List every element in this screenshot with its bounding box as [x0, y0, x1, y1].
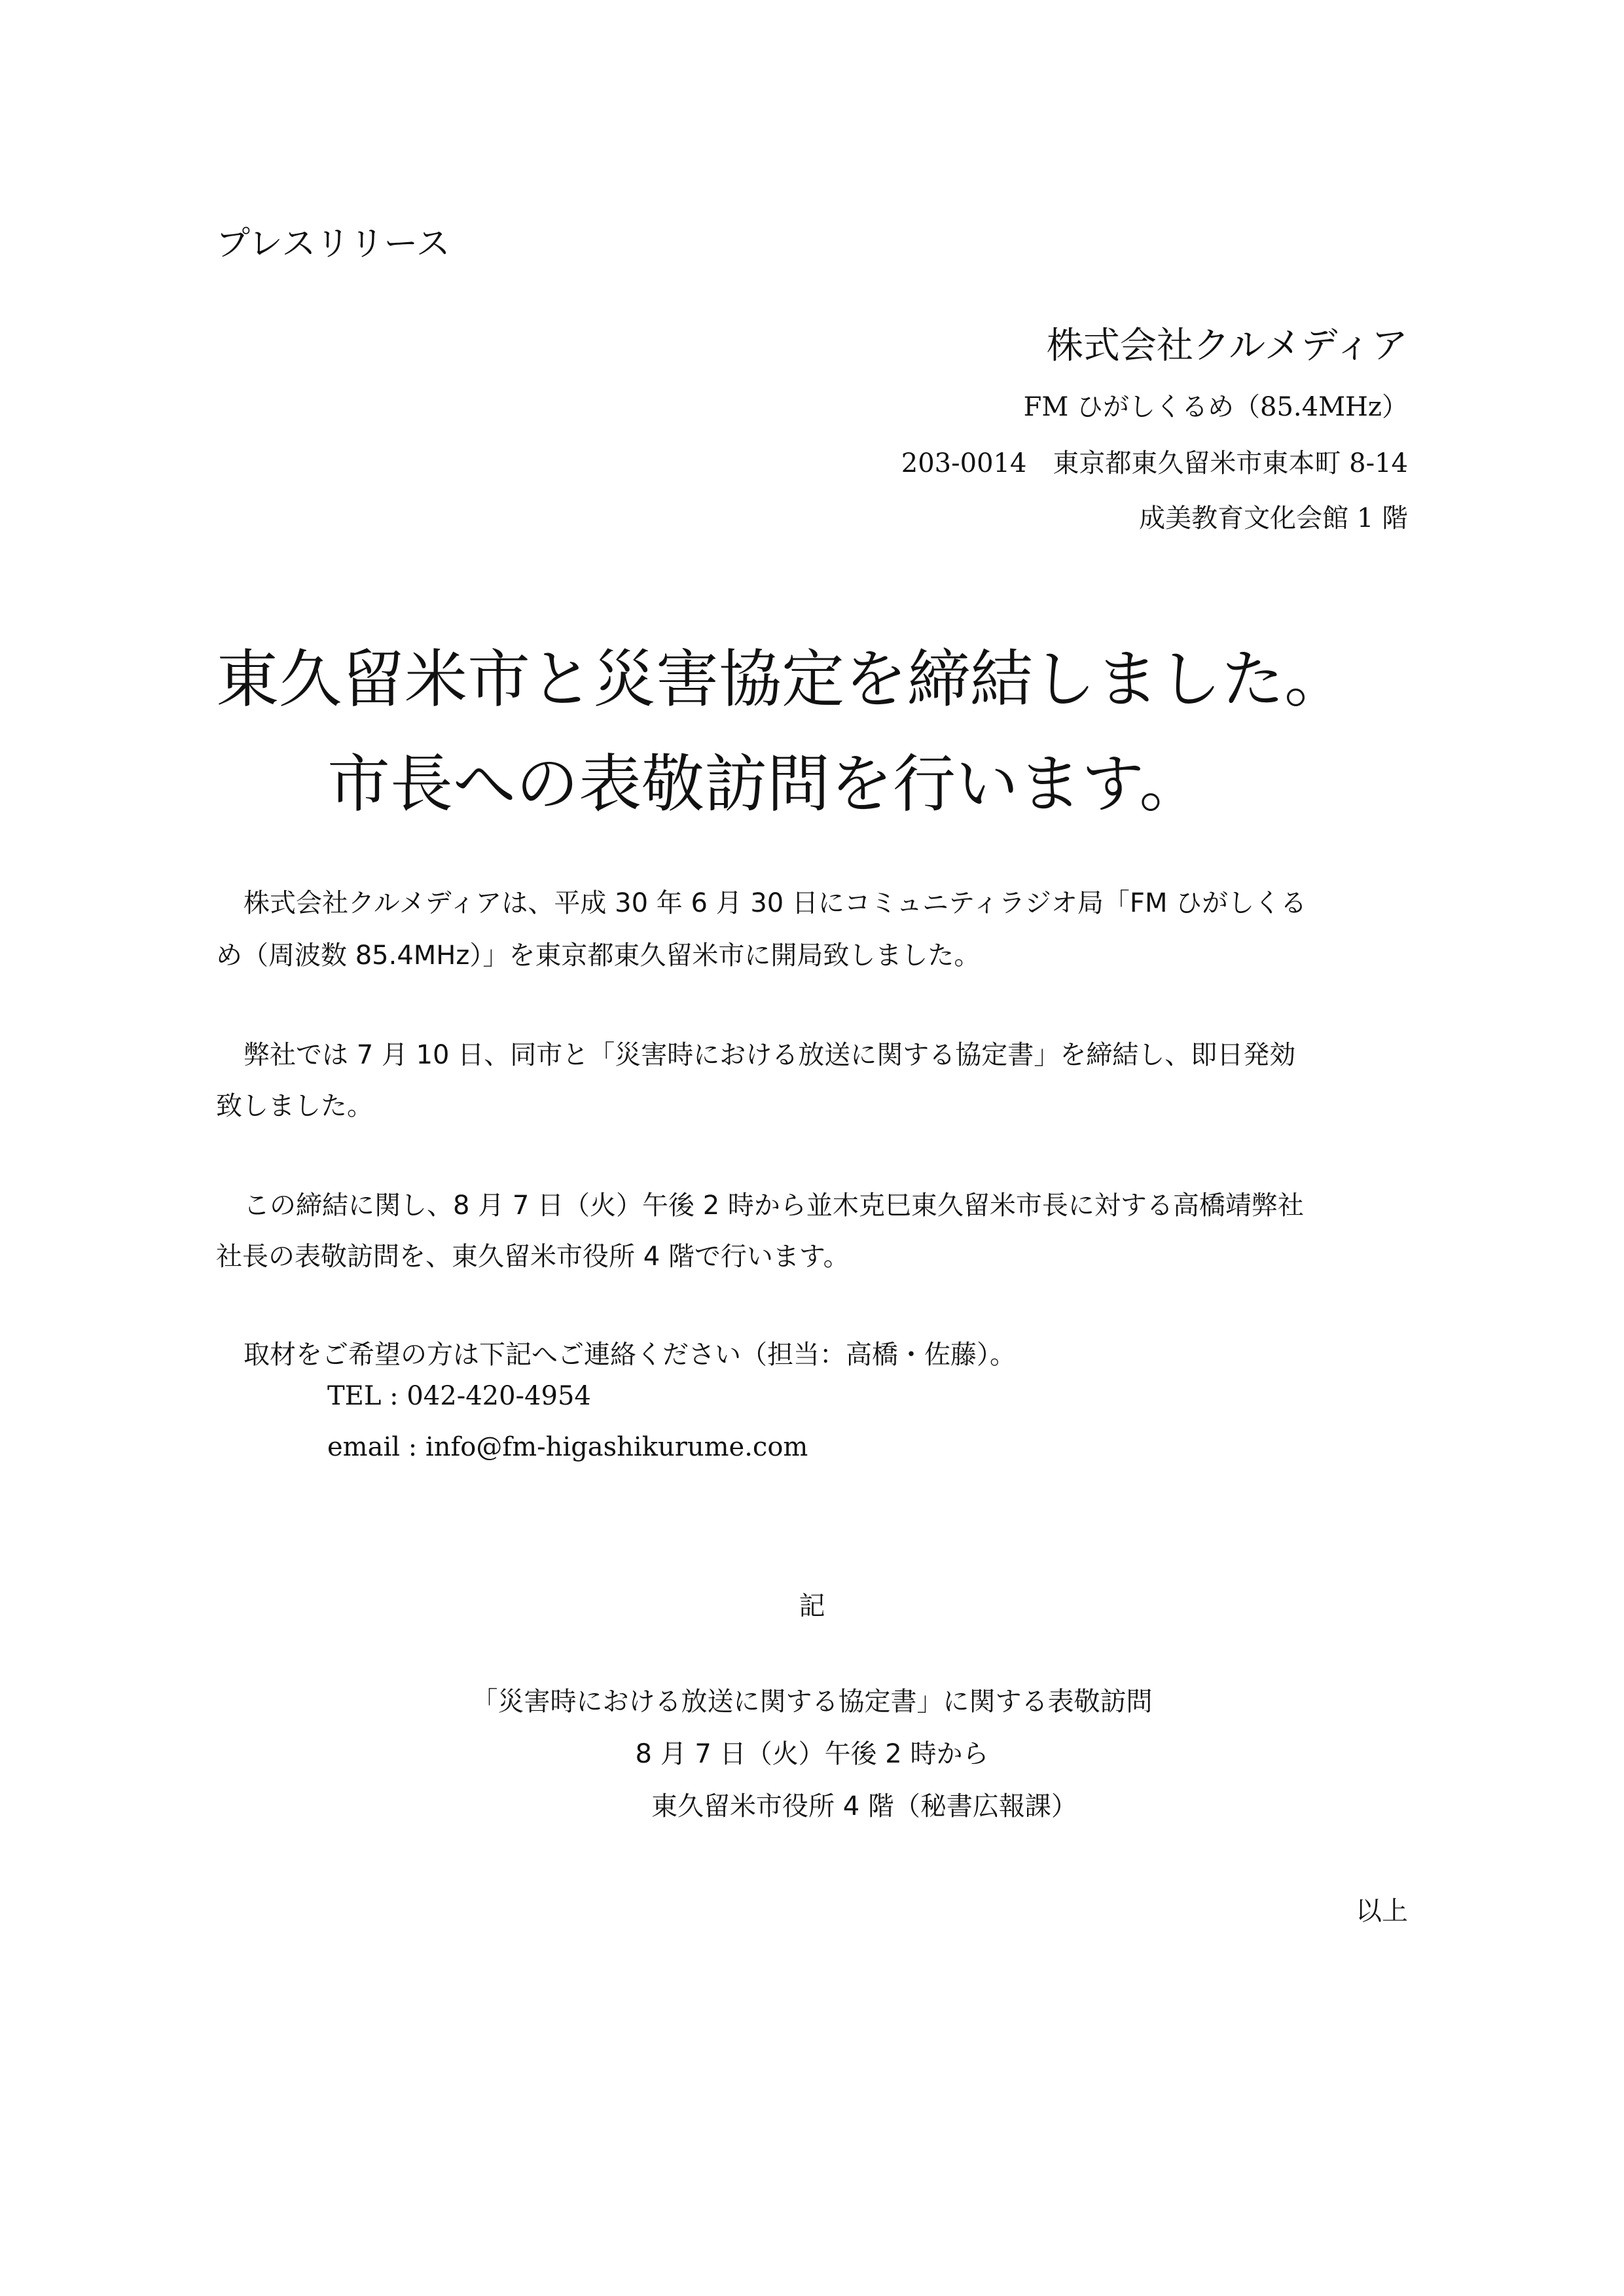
- contact-tel: TEL : 042-420-4954: [327, 1381, 591, 1411]
- postal-address: 203-0014 東京都東久留米市東本町 8-14: [901, 448, 1408, 478]
- detail-date: 8 月 7 日（火）午後 2 時から: [635, 1739, 989, 1769]
- contact-email: email : info@fm-higashikurume.com: [327, 1432, 808, 1462]
- body-paragraph-1-line-1: 株式会社クルメディアは、平成 30 年 6 月 30 日にコミュニティラジオ局「FM ひがしくる: [244, 888, 1307, 918]
- headline-line-2: 市長への表敬訪問を行います。: [327, 747, 1202, 821]
- building-name: 成美教育文化会館 1 階: [1139, 503, 1408, 533]
- ki-heading: 記: [799, 1591, 825, 1621]
- body-paragraph-1-line-2: め（周波数 85.4MHz）」を東京都東久留米市に開局致しました。: [216, 941, 981, 971]
- body-paragraph-2-line-2: 致しました。: [216, 1091, 373, 1121]
- body-paragraph-3-line-2: 社長の表敬訪問を、東久留米市役所 4 階で行います。: [216, 1242, 850, 1272]
- company-name: 株式会社クルメディア: [1046, 325, 1408, 367]
- detail-place: 東久留米市役所 4 階（秘書広報課）: [651, 1791, 1077, 1821]
- body-paragraph-2-line-1: 弊社では 7 月 10 日、同市と「災害時における放送に関する協定書」を締結し、即日発効: [244, 1040, 1296, 1070]
- body-paragraph-3-line-1: この締結に関し、8 月 7 日（火）午後 2 時から並木克巳東久留米市長に対する高橋靖弊社: [244, 1191, 1304, 1221]
- closing-mark: 以上: [1356, 1896, 1408, 1926]
- body-paragraph-4-line-1: 取材をご希望の方は下記へご連絡ください（担当：高橋・佐藤）。: [244, 1340, 1016, 1370]
- document-type: プレスリリース: [216, 224, 450, 264]
- station-name: FM ひがしくるめ（85.4MHz）: [1023, 392, 1408, 422]
- detail-title: 「災害時における放送に関する協定書」に関する表敬訪問: [471, 1687, 1153, 1717]
- headline-line-1: 東久留米市と災害協定を締結しました。: [216, 643, 1347, 716]
